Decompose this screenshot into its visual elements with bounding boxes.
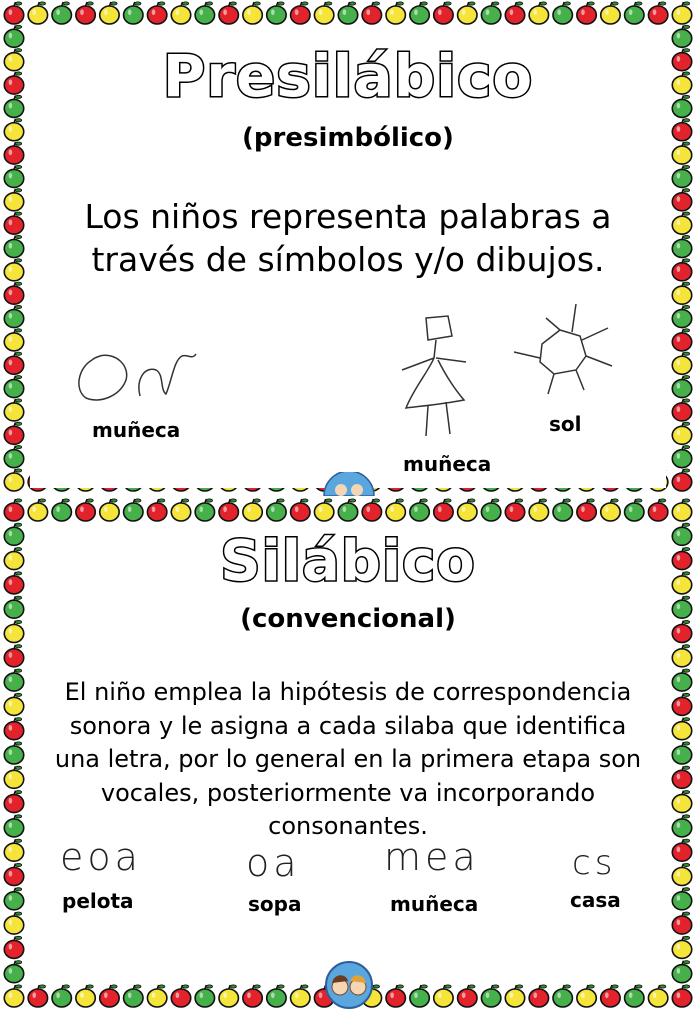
- apple-icon: [505, 499, 524, 521]
- apple-icon: [362, 499, 381, 521]
- apple-icon: [672, 936, 691, 958]
- apple-icon: [362, 2, 381, 24]
- apple-icon: [672, 839, 691, 861]
- stick-figure-drawing: [392, 312, 482, 440]
- apple-icon: [672, 499, 691, 521]
- apple-icon: [553, 499, 572, 521]
- card-title: Presilábico: [162, 42, 534, 110]
- apple-icon: [553, 985, 572, 1007]
- apple-icon: [625, 2, 644, 24]
- apple-icon: [243, 985, 262, 1007]
- apple-icon: [147, 985, 166, 1007]
- description-line: sonora y le asigna a cada silaba que identifica: [69, 711, 627, 740]
- apple-icon: [291, 2, 310, 24]
- apple-icon: [672, 165, 691, 187]
- apple-icon: [672, 912, 691, 934]
- apple-icon: [76, 2, 95, 24]
- apple-icon: [410, 499, 429, 521]
- apple-icon: [481, 985, 500, 1007]
- handwritten-example: eoa: [60, 835, 142, 879]
- apple-icon: [4, 165, 23, 187]
- apple-icon: [481, 2, 500, 24]
- apple-icon: [100, 2, 119, 24]
- apple-icon: [386, 985, 405, 1007]
- example-label: pelota: [62, 889, 134, 913]
- apple-icon: [314, 2, 333, 24]
- apple-icon: [577, 985, 596, 1007]
- apple-icon: [672, 985, 691, 1007]
- apple-icon: [601, 499, 620, 521]
- apple-icon: [672, 329, 691, 351]
- apple-icon: [52, 499, 71, 521]
- apple-icon: [4, 693, 23, 715]
- apple-icon: [291, 985, 310, 1007]
- apple-icon: [76, 499, 95, 521]
- apple-icon: [672, 2, 691, 24]
- apple-icon: [625, 985, 644, 1007]
- description-line: consonantes.: [268, 812, 428, 840]
- apple-icon: [672, 718, 691, 740]
- card-subtitle: (convencional): [240, 604, 456, 634]
- apple-icon: [4, 212, 23, 234]
- apple-icon: [4, 718, 23, 740]
- card-title: Silábico: [220, 529, 476, 594]
- apple-icon: [219, 2, 238, 24]
- apple-icon: [171, 985, 190, 1007]
- example-label: muñeca: [390, 892, 479, 916]
- handwritten-example: mea: [384, 835, 480, 879]
- apple-icon: [4, 189, 23, 211]
- apple-icon: [648, 985, 667, 1007]
- apple-icon: [672, 742, 691, 764]
- handwritten-example: oa: [246, 841, 301, 885]
- apple-icon: [267, 499, 286, 521]
- description-line: Los niños representa palabras a: [84, 197, 612, 236]
- apple-icon: [4, 446, 23, 468]
- apple-icon: [410, 985, 429, 1007]
- apple-icon: [124, 499, 143, 521]
- description-line: través de símbolos y/o dibujos.: [91, 240, 605, 279]
- apple-icon: [171, 499, 190, 521]
- apple-icon: [458, 2, 477, 24]
- apple-icon: [4, 936, 23, 958]
- apple-icon: [243, 2, 262, 24]
- apple-icon: [577, 499, 596, 521]
- example-label: sol: [549, 412, 582, 436]
- apple-icon: [505, 985, 524, 1007]
- apple-icon: [147, 499, 166, 521]
- apple-icon: [195, 2, 214, 24]
- apple-icon: [243, 499, 262, 521]
- silabico-card: [0, 497, 696, 1011]
- example-label: muñeca: [92, 418, 181, 442]
- card-description: [32, 676, 664, 844]
- apple-icon: [4, 376, 23, 398]
- apple-icon: [672, 766, 691, 788]
- apple-icon: [267, 985, 286, 1007]
- apple-icon: [672, 352, 691, 374]
- apple-icon: [4, 815, 23, 837]
- apple-icon: [171, 2, 190, 24]
- apple-icon: [4, 985, 23, 1007]
- apple-icon: [4, 259, 23, 281]
- sun-drawing: [510, 300, 620, 400]
- apple-icon: [195, 985, 214, 1007]
- apple-icon: [672, 446, 691, 468]
- apple-icon: [386, 499, 405, 521]
- apple-icon: [4, 912, 23, 934]
- apple-icon: [4, 888, 23, 910]
- scribble-drawing: [70, 340, 210, 410]
- apple-icon: [219, 499, 238, 521]
- apple-icon: [625, 499, 644, 521]
- apple-icon: [434, 985, 453, 1007]
- apple-icon: [100, 499, 119, 521]
- apple-icon: [434, 499, 453, 521]
- apple-icon: [672, 422, 691, 444]
- apple-icon: [338, 2, 357, 24]
- description-line: vocales, posteriormente va incorporando: [100, 778, 596, 807]
- apple-icon: [100, 985, 119, 1007]
- apple-icon: [4, 839, 23, 861]
- apple-icon: [4, 352, 23, 374]
- example-label: muñeca: [403, 452, 492, 476]
- apple-icon: [76, 985, 95, 1007]
- apple-icon: [28, 985, 47, 1007]
- apple-icon: [4, 329, 23, 351]
- apple-icon: [601, 2, 620, 24]
- card-subtitle: (presimbólico): [242, 123, 454, 153]
- apple-icon: [4, 282, 23, 304]
- description-line: una letra, por lo general en la primera etapa son: [54, 745, 642, 773]
- apple-icon: [4, 469, 23, 491]
- example-label: sopa: [248, 892, 302, 916]
- apple-icon: [672, 791, 691, 813]
- apple-icon: [4, 499, 23, 521]
- apple-icon: [672, 399, 691, 421]
- apple-icon: [28, 499, 47, 521]
- apple-icon: [219, 985, 238, 1007]
- apple-icon: [52, 985, 71, 1007]
- apple-icon: [672, 645, 691, 667]
- apple-icon: [672, 189, 691, 211]
- apple-icon: [672, 863, 691, 885]
- presilabico-card: [0, 0, 696, 495]
- apple-icon: [434, 2, 453, 24]
- apple-icon: [672, 305, 691, 327]
- apple-icon: [4, 422, 23, 444]
- apple-icon: [124, 2, 143, 24]
- apple-icon: [314, 499, 333, 521]
- apple-icon: [458, 985, 477, 1007]
- apple-icon: [338, 499, 357, 521]
- apple-icon: [4, 961, 23, 983]
- apple-icon: [4, 2, 23, 24]
- apple-icon: [267, 2, 286, 24]
- apple-icon: [672, 259, 691, 281]
- apple-icon: [4, 305, 23, 327]
- apple-icon: [4, 766, 23, 788]
- apple-icon: [481, 499, 500, 521]
- apple-icon: [648, 499, 667, 521]
- apple-icon: [529, 985, 548, 1007]
- apple-icon: [672, 282, 691, 304]
- apple-icon: [672, 888, 691, 910]
- apple-icon: [386, 2, 405, 24]
- apple-icon: [147, 2, 166, 24]
- apple-icon: [553, 2, 572, 24]
- apple-icon: [672, 693, 691, 715]
- apple-icon: [4, 399, 23, 421]
- apple-icon: [4, 791, 23, 813]
- apple-icon: [672, 469, 691, 491]
- apple-icon: [601, 985, 620, 1007]
- apple-icon: [577, 2, 596, 24]
- apple-icon: [529, 2, 548, 24]
- apple-icon: [458, 499, 477, 521]
- apple-icon: [291, 499, 310, 521]
- apple-icon: [672, 669, 691, 691]
- kids-logo-icon: [318, 959, 380, 1009]
- apple-icon: [4, 742, 23, 764]
- apple-icon: [124, 985, 143, 1007]
- description-line: El niño emplea la hipótesis de correspondencia: [64, 678, 632, 706]
- example-label: casa: [570, 888, 621, 912]
- apple-icon: [672, 376, 691, 398]
- apple-icon: [410, 2, 429, 24]
- apple-icon: [4, 235, 23, 257]
- apple-icon: [195, 499, 214, 521]
- apple-icon: [4, 669, 23, 691]
- card-description: [40, 195, 656, 281]
- apple-icon: [672, 212, 691, 234]
- apple-icon: [672, 815, 691, 837]
- apple-icon: [4, 863, 23, 885]
- apple-icon: [505, 2, 524, 24]
- apple-icon: [648, 2, 667, 24]
- apple-icon: [28, 2, 47, 24]
- apple-icon: [672, 961, 691, 983]
- handwritten-example: cs: [572, 843, 617, 883]
- apple-icon: [672, 235, 691, 257]
- apple-icon: [529, 499, 548, 521]
- kids-logo-icon: [322, 472, 376, 496]
- apple-icon: [52, 2, 71, 24]
- apple-icon: [4, 645, 23, 667]
